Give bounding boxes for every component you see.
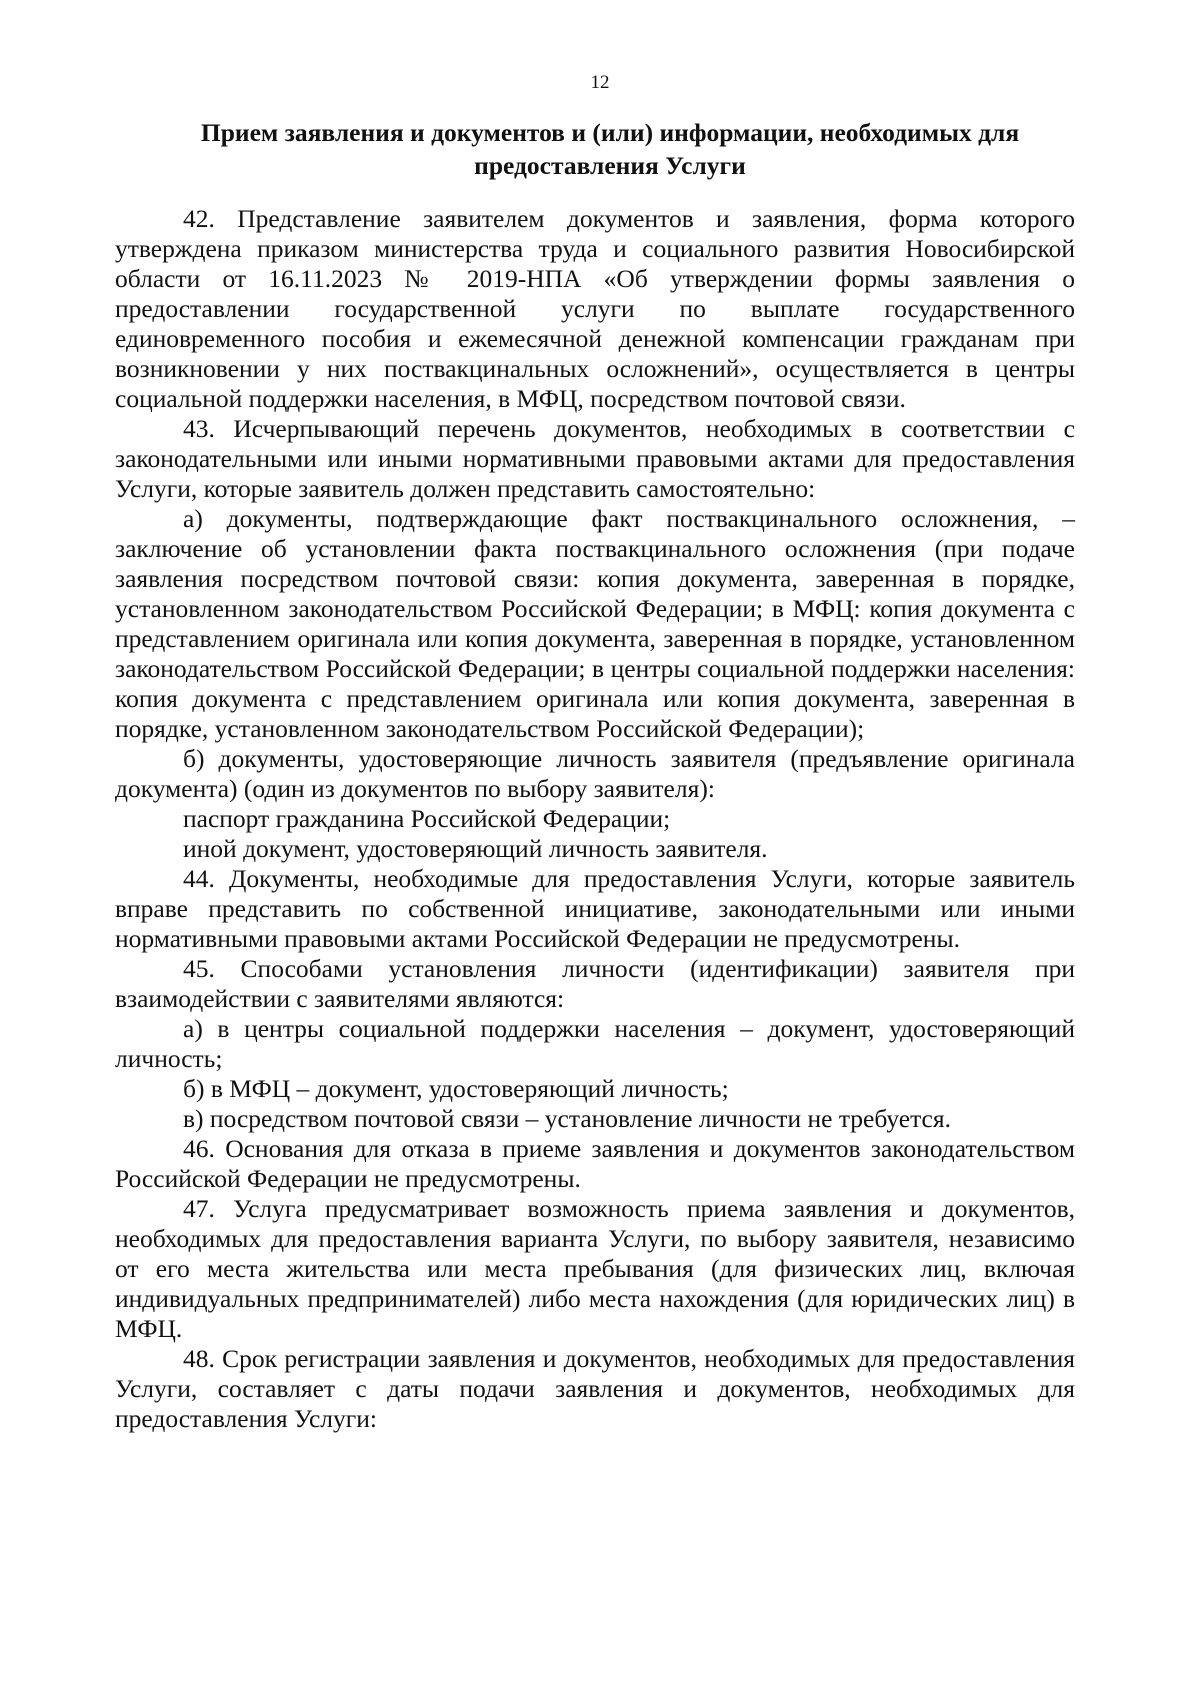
page-number: 12	[590, 72, 610, 93]
paragraph-45-item-b: б) в МФЦ – документ, удостоверяющий личность;	[183, 1074, 729, 1103]
paragraph-43-item-b: б) документы, удостоверяющие личность заявителя (предъявление оригинала документа) (один из документов по выбору заявителя):	[115, 744, 1075, 803]
paragraph-45-item-a: а) в центры социальной поддержки населения – документ, удостоверяющий личность;	[115, 1014, 1075, 1073]
paragraph-46: 46. Основания для отказа в приеме заявления и документов законодательством Российской Федерации не предусмотрены.	[115, 1134, 1075, 1193]
paragraph-42: 42. Представление заявителем документов и заявления, форма которого утверждена приказом министерства труда и социального развития Новосибирской области от 16.11.2023 № 2019-НПА «Об утверждении формы заявления о предоставлении государственной услуги по выплате государственного единовременного пособия и ежемесячной денежной компенсации гражданам при возникновении у них поствакцинальных осложнений», осуществляется в центры социальной поддержки населения, в МФЦ, посредством почтовой связи.	[115, 204, 1075, 413]
document-body	[115, 204, 1075, 1434]
paragraph-43-item-a: а) документы, подтверждающие факт поствакцинального осложнения, – заключение об установлении факта поствакцинального осложнения (при подаче заявления посредством почтовой связи: копия документа, заверенная в порядке, установленном законодательством Российской Федерации; в МФЦ: копия документа с представлением оригинала или копия документа, заверенная в порядке, установленном законодательством Российской Федерации; в центры социальной поддержки населения: копия документа с представлением оригинала или копия документа, заверенная в порядке, установленном законодательством Российской Федерации);	[115, 504, 1075, 743]
paragraph-44: 44. Документы, необходимые для предоставления Услуги, которые заявитель вправе представить по собственной инициативе, законодательными или иными нормативными правовыми актами Российской Федерации не предусмотрены.	[115, 864, 1075, 953]
paragraph-45: 45. Способами установления личности (идентификации) заявителя при взаимодействии с заявителями являются:	[115, 954, 1075, 1013]
paragraph-43-item-b-passport: паспорт гражданина Российской Федерации;	[183, 804, 671, 833]
paragraph-45-item-c: в) посредством почтовой связи – установление личности не требуется.	[183, 1104, 951, 1133]
section-title: Прием заявления и документов и (или) информации, необходимых для предоставления Услуги	[200, 118, 1020, 180]
paragraph-47: 47. Услуга предусматривает возможность приема заявления и документов, необходимых для предоставления варианта Услуги, по выбору заявителя, независимо от его места жительства или места пребывания (для физических лиц, включая индивидуальных предпринимателей) либо места нахождения (для юридических лиц) в МФЦ.	[115, 1194, 1075, 1343]
paragraph-43-item-b-other-document: иной документ, удостоверяющий личность заявителя.	[183, 834, 768, 863]
paragraph-48: 48. Срок регистрации заявления и документов, необходимых для предоставления Услуги, составляет с даты подачи заявления и документов, необходимых для предоставления Услуги:	[115, 1344, 1075, 1433]
paragraph-43: 43. Исчерпывающий перечень документов, необходимых в соответствии с законодательными или иными нормативными правовыми актами для предоставления Услуги, которые заявитель должен представить самостоятельно:	[115, 414, 1075, 503]
